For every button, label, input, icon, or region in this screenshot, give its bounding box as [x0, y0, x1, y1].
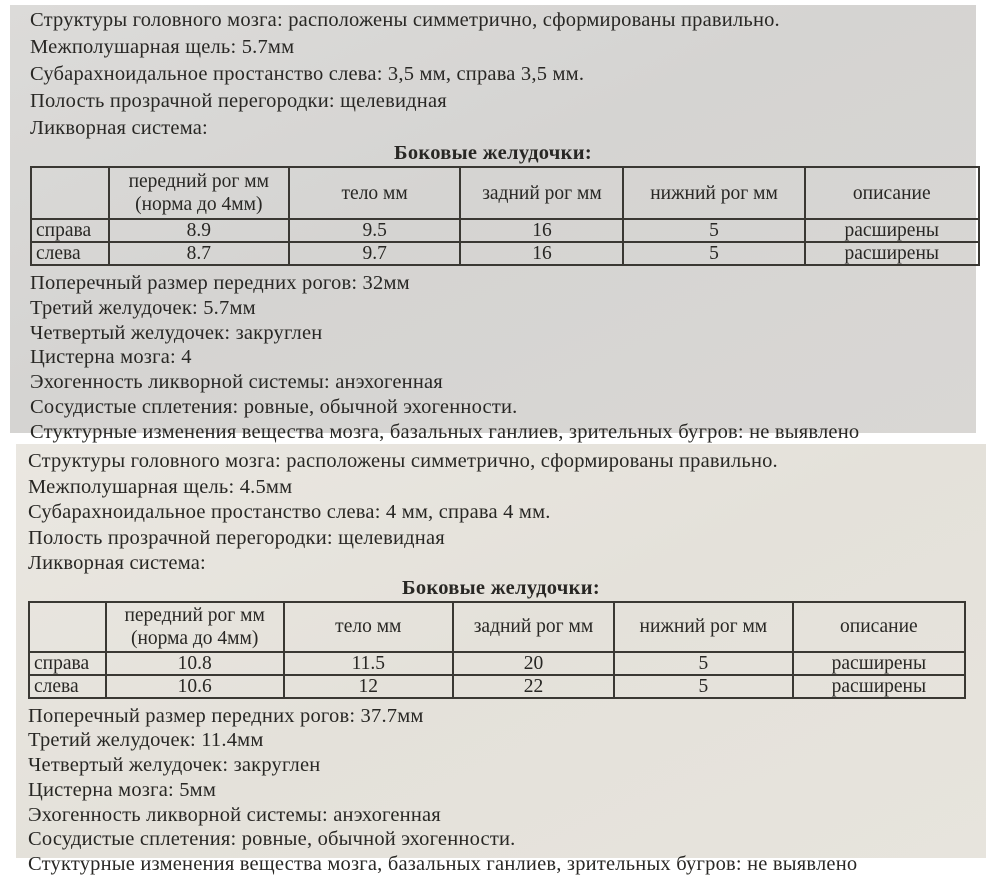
column-header: описание: [805, 167, 979, 219]
table-cell: 5: [623, 219, 804, 242]
table-cell: расширены: [805, 219, 979, 242]
report-line: Эхогенность ликворной системы: анэхогенная: [28, 803, 441, 826]
column-header: задний рог мм: [460, 167, 623, 219]
table-cell: 5: [614, 652, 793, 675]
table-cell: 12: [284, 675, 453, 698]
table-cell: 9.5: [289, 219, 461, 242]
ventricles-table: [30, 166, 980, 266]
report-line: Сосудистые сплетения: ровные, обычной эхогенности.: [28, 828, 516, 851]
report-line: Поперечный размер передних рогов: 37.7мм: [28, 704, 424, 727]
report-line: Полость прозрачной перегородки: щелевидная: [30, 90, 447, 112]
report-line: Ликворная система:: [30, 117, 208, 139]
report-line: Третий желудочек: 11.4мм: [28, 729, 264, 752]
report-line: Сосудистые сплетения: ровные, обычной эхогенности.: [30, 395, 518, 418]
table-cell: 8.7: [109, 242, 289, 265]
table-cell: 8.9: [109, 219, 289, 242]
report-line: Ликворная система:: [28, 552, 206, 574]
table-cell: 10.6: [106, 675, 284, 698]
report-line: Стуктурные изменения вещества мозга, базальных ганлиев, зрительных бугров: не выявлено: [30, 420, 860, 443]
table-row: [29, 652, 965, 675]
table-header-row: [31, 167, 979, 219]
report-line: Полость прозрачной перегородки: щелевидная: [28, 526, 445, 549]
column-header: [31, 167, 109, 219]
column-header: описание: [793, 602, 965, 652]
row-label: справа: [29, 652, 106, 675]
table-row: [31, 242, 979, 265]
row-label: слева: [31, 242, 109, 265]
table-cell: расширены: [793, 652, 965, 675]
report-section-2: [16, 444, 986, 876]
table-cell: 16: [460, 242, 623, 265]
ventricles-table-title: Боковые желудочки:: [401, 576, 601, 599]
row-label: справа: [31, 219, 109, 242]
ventricles-table-title: Боковые желудочки:: [393, 142, 593, 164]
column-header: нижний рог мм: [614, 602, 793, 652]
table-cell: 20: [453, 652, 614, 675]
ventricles-table: [28, 601, 966, 699]
report-line: Эхогенность ликворной системы: анэхогенная: [30, 371, 443, 394]
report-line: Третий желудочек: 5.7мм: [30, 296, 256, 319]
table-cell: 10.8: [106, 652, 284, 675]
report-line: Четвертый желудочек: закруглен: [30, 321, 323, 344]
report-line: Структуры головного мозга: расположены симметрично, сформированы правильно.: [30, 9, 780, 31]
report-line: Межполушарная щель: 4.5мм: [28, 475, 293, 498]
report-line: Поперечный размер передних рогов: 32мм: [30, 272, 410, 294]
column-header: тело мм: [289, 167, 461, 219]
column-header: [29, 602, 106, 652]
report-line: Субарахноидальное простанство слева: 4 мм, справа 4 мм.: [28, 501, 551, 523]
column-header: задний рог мм: [453, 602, 614, 652]
report-line: Межполушарная щель: 5.7мм: [30, 36, 295, 58]
table-cell: 16: [460, 219, 623, 242]
table-row: [31, 219, 979, 242]
table-cell: 5: [614, 675, 793, 698]
table-cell: 9.7: [289, 242, 461, 265]
report-line: Структуры головного мозга: расположены симметрично, сформированы правильно.: [28, 450, 778, 472]
report-line: Четвертый желудочек: закруглен: [28, 754, 321, 777]
report-section-1: [10, 5, 976, 443]
row-label: слева: [29, 675, 106, 698]
table-cell: расширены: [805, 242, 979, 265]
report-line: Цистерна мозга: 5мм: [28, 778, 217, 801]
column-header: передний рог мм (норма до 4мм): [109, 167, 289, 219]
report-line: Цистерна мозга: 4: [30, 346, 192, 369]
report-line: Стуктурные изменения вещества мозга, базальных ганлиев, зрительных бугров: не выявлено: [28, 853, 858, 876]
column-header: нижний рог мм: [623, 167, 804, 219]
table-cell: расширены: [793, 675, 965, 698]
table-cell: 11.5: [284, 652, 453, 675]
report-line: Субарахноидальное простанство слева: 3,5 мм, справа 3,5 мм.: [30, 63, 585, 85]
table-cell: 22: [453, 675, 614, 698]
table-row: [29, 675, 965, 698]
column-header: тело мм: [284, 602, 453, 652]
table-header-row: [29, 602, 965, 652]
column-header: передний рог мм (норма до 4мм): [106, 602, 284, 652]
table-cell: 5: [623, 242, 804, 265]
